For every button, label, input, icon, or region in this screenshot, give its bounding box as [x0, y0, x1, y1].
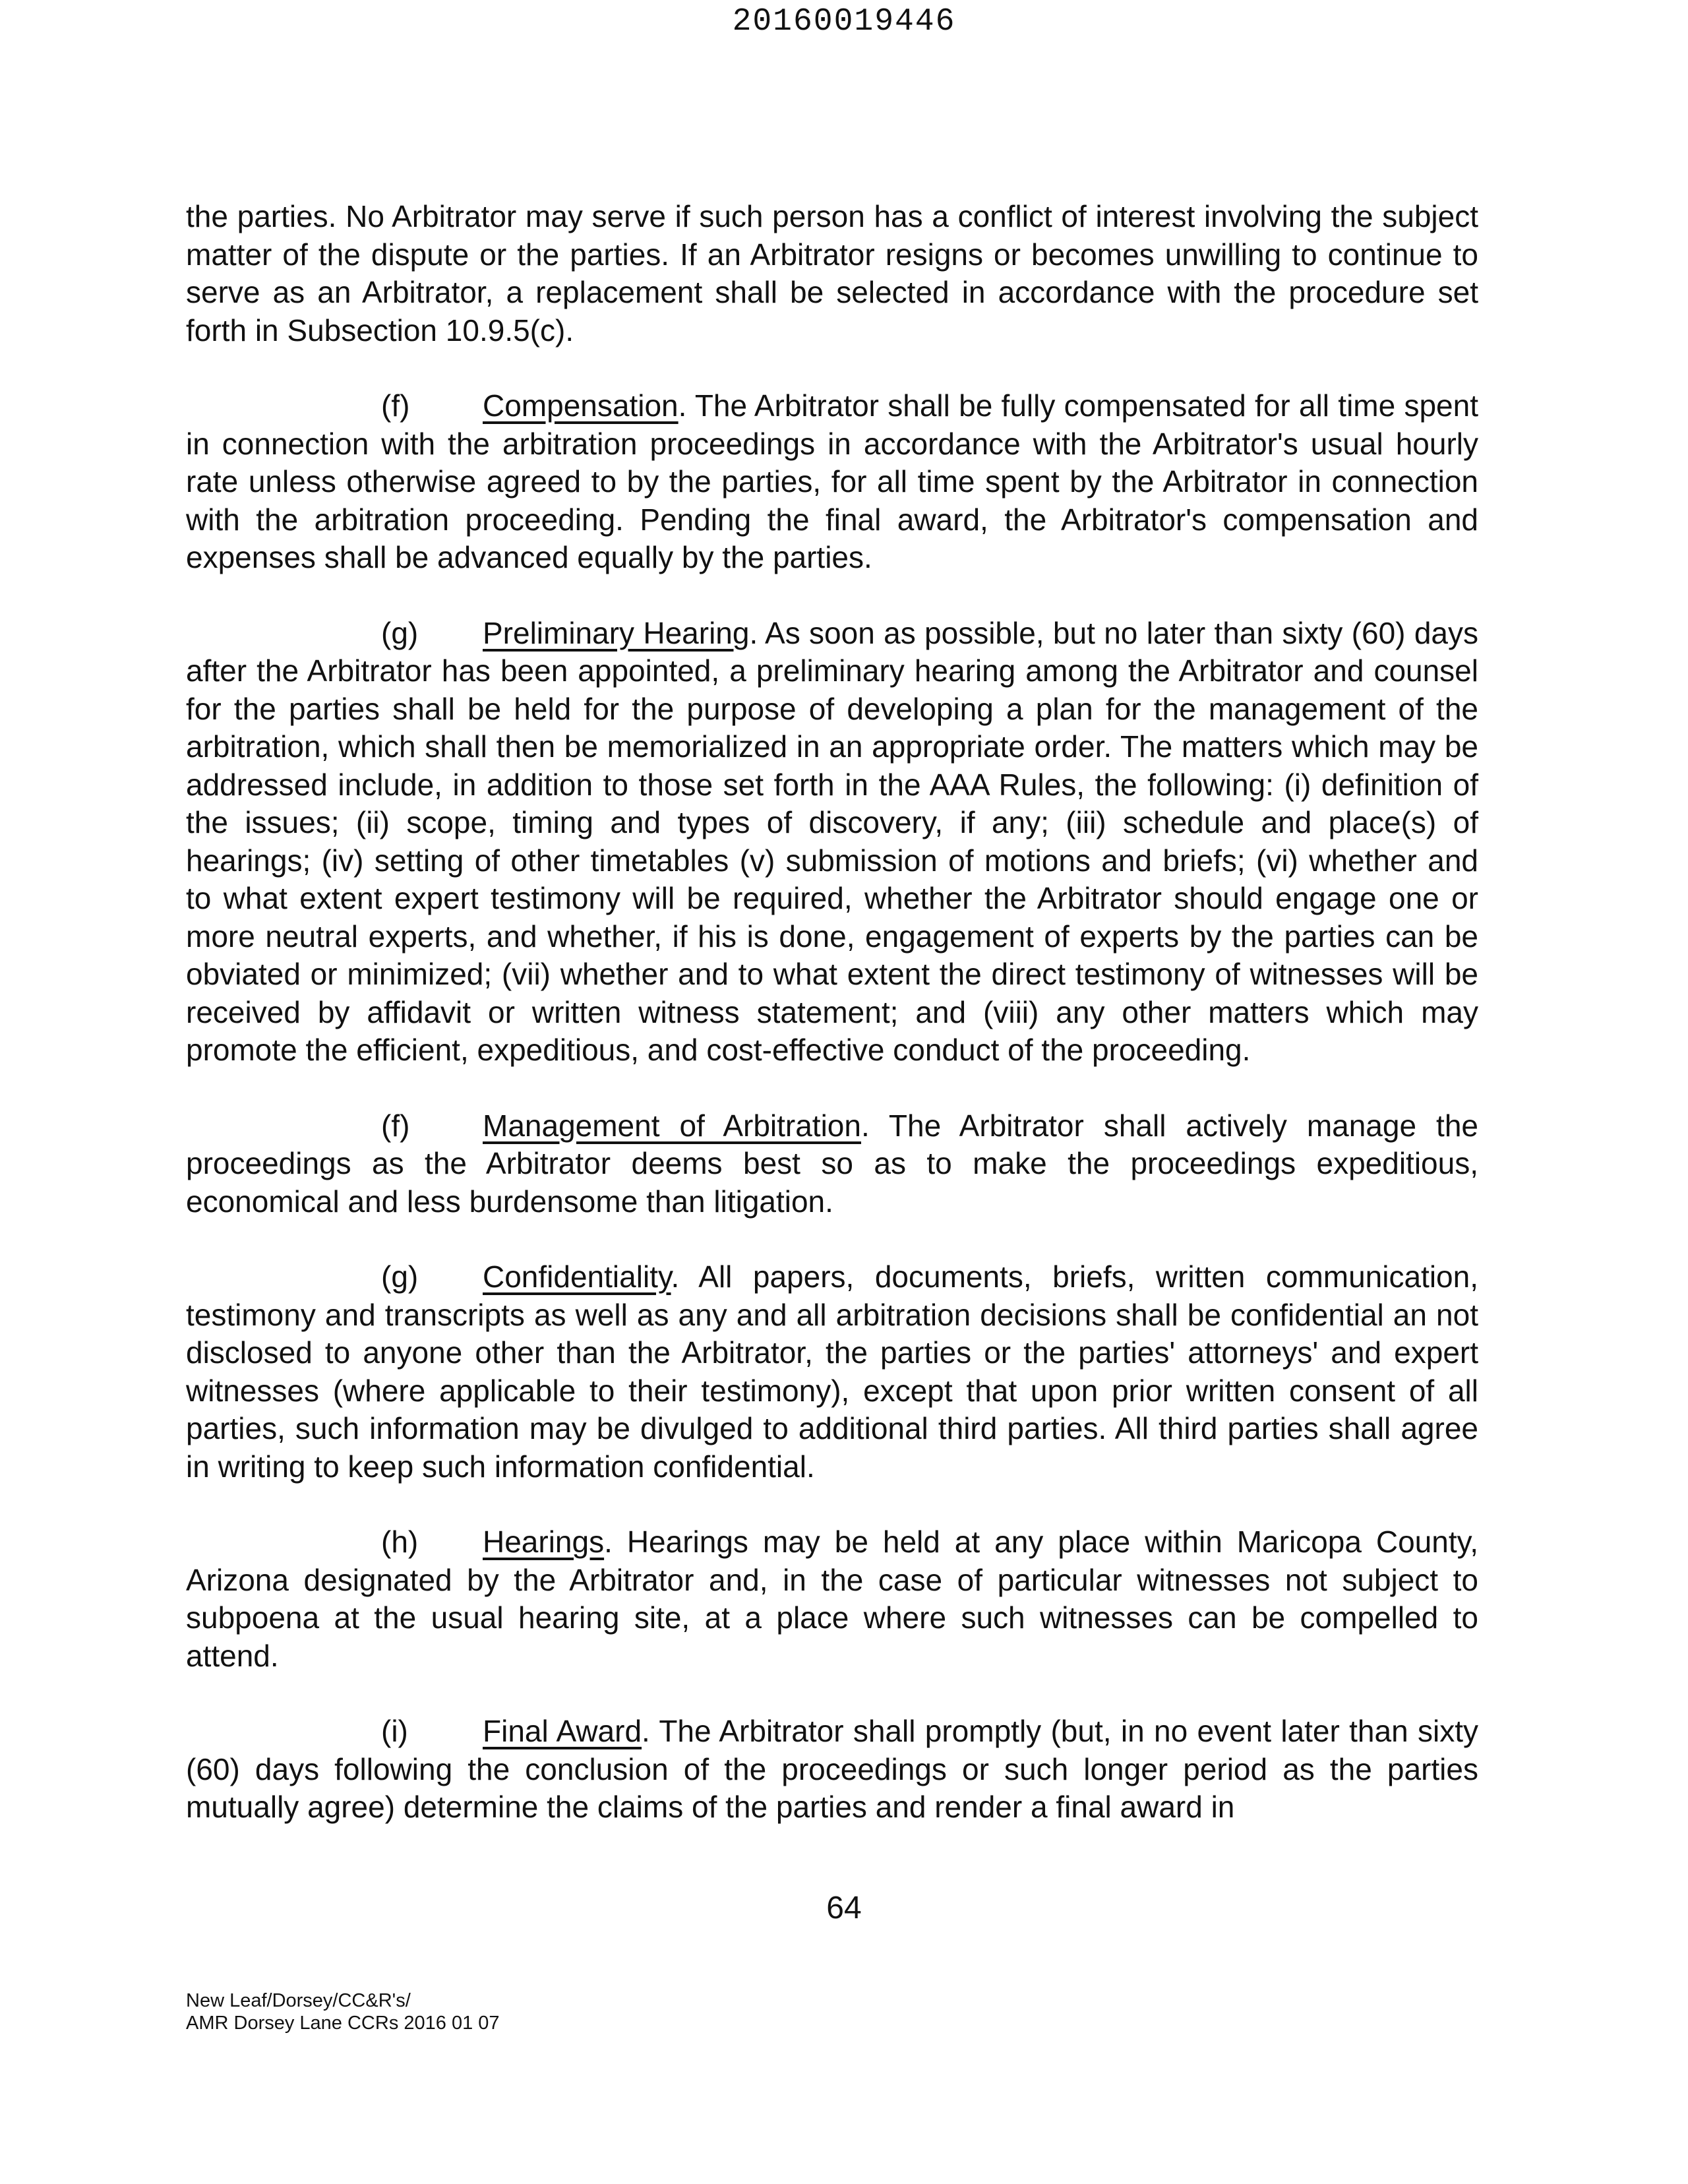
paragraph-compensation [186, 387, 1478, 577]
footer-reference [186, 1989, 500, 2034]
page-number: 64 [826, 1891, 862, 1926]
paragraph-text: . All papers, documents, briefs, written communication, testimony and transcripts as well as any and all arbitration decisions shall be confidential an not disclosed to anyone other than the Arbitrator, the parties or the parties' attorneys' and expert witnesses (where applicable to their testimony), except that upon prior written consent of all parties, such information may be divulged to additional third parties. All third parties shall agree in writing to keep such information confidential. [186, 1259, 1478, 1484]
paragraph-text: . The Arbitrator shall actively manage the proceedings as the Arbitrator deems best so as to make the proceedings expeditious, economical and less burdensome than litigation. [186, 1108, 1478, 1219]
footer-line: New Leaf/Dorsey/CC&R's/ [186, 1990, 411, 2011]
document-number: 20160019446 [732, 4, 956, 40]
paragraph-heading: Hearings [483, 1525, 605, 1559]
paragraph-continuation [186, 198, 1478, 349]
paragraph-heading: Final Award [483, 1714, 642, 1748]
paragraph-confidentiality [186, 1258, 1478, 1486]
paragraph-text: . As soon as possible, but no later than sixty (60) days after the Arbitrator has been appointed, a preliminary hearing among the Arbitrator and counsel for the parties shall be held for the purpose of developing a plan for the management of the arbitration, which shall then be memorialized in an appropriate order. The matters which may be addressed include, in addition to those set forth in the AAA Rules, the following: (i) definition of the issues; (ii) scope, timing and types of discovery, if any; (iii) schedule and place(s) of hearings; (iv) setting of other timetables (v) submission of motions and briefs; (vi) whether and to what extent expert testimony will be required, whether the Arbitrator should engage one or more neutral experts, and whether, if his is done, engagement of experts by the parties can be obviated or minimized; (vii) whether and to what extent the direct testimony of witnesses will be received by affidavit or written witness statement; and (viii) any other matters which may promote the efficient, expeditious, and cost-effective conduct of the proceeding. [186, 615, 1478, 1067]
paragraph-text: the parties. No Arbitrator may serve if such person has a conflict of interest involving the subject matter of the dispute or the parties. If an Arbitrator resigns or becomes unwilling to continue to serve as an Arbitrator, a replacement shall be selected in accordance with the procedure set forth in Subsection 10.9.5(c). [186, 199, 1478, 348]
footer-line: AMR Dorsey Lane CCRs 2016 01 07 [186, 2013, 500, 2034]
paragraph-hearings [186, 1523, 1478, 1675]
paragraph-label: (f) [381, 1108, 410, 1143]
paragraph-text: . The Arbitrator shall promptly (but, in no event later than sixty (60) days following the conclusion of the proceedings or such longer period as the parties mutually agree) determine the claims of the parties and render a final award in [186, 1714, 1478, 1824]
paragraph-management-of-arbitration [186, 1107, 1478, 1221]
paragraph-label: (f) [381, 388, 410, 423]
paragraph-heading: Management of Arbitration [483, 1108, 861, 1143]
paragraph-final-award [186, 1713, 1478, 1827]
paragraph-text: . Hearings may be held at any place within Maricopa County, Arizona designated by the Arbitrator and, in the case of particular witnesses not subject to subpoena at the usual hearing site, at a place where such witnesses can be compelled to attend. [186, 1525, 1478, 1673]
paragraph-heading: Compensation [483, 388, 678, 423]
paragraph-label: (g) [381, 615, 419, 650]
paragraph-heading: Confidentiality [483, 1259, 671, 1294]
document-body [186, 198, 1478, 1864]
paragraph-label: (g) [381, 1259, 419, 1294]
paragraph-label: (i) [381, 1714, 408, 1748]
paragraph-heading: Preliminary Hearing [483, 615, 750, 650]
paragraph-preliminary-hearing [186, 615, 1478, 1070]
paragraph-label: (h) [381, 1525, 419, 1559]
paragraph-text: . The Arbitrator shall be fully compensated for all time spent in connection with the arbitration proceedings in accordance with the Arbitrator's usual hourly rate unless otherwise agreed to by the parties, for all time spent by the Arbitrator in connection with the arbitration proceeding. Pending the final award, the Arbitrator's compensation and expenses shall be advanced equally by the parties. [186, 388, 1478, 574]
